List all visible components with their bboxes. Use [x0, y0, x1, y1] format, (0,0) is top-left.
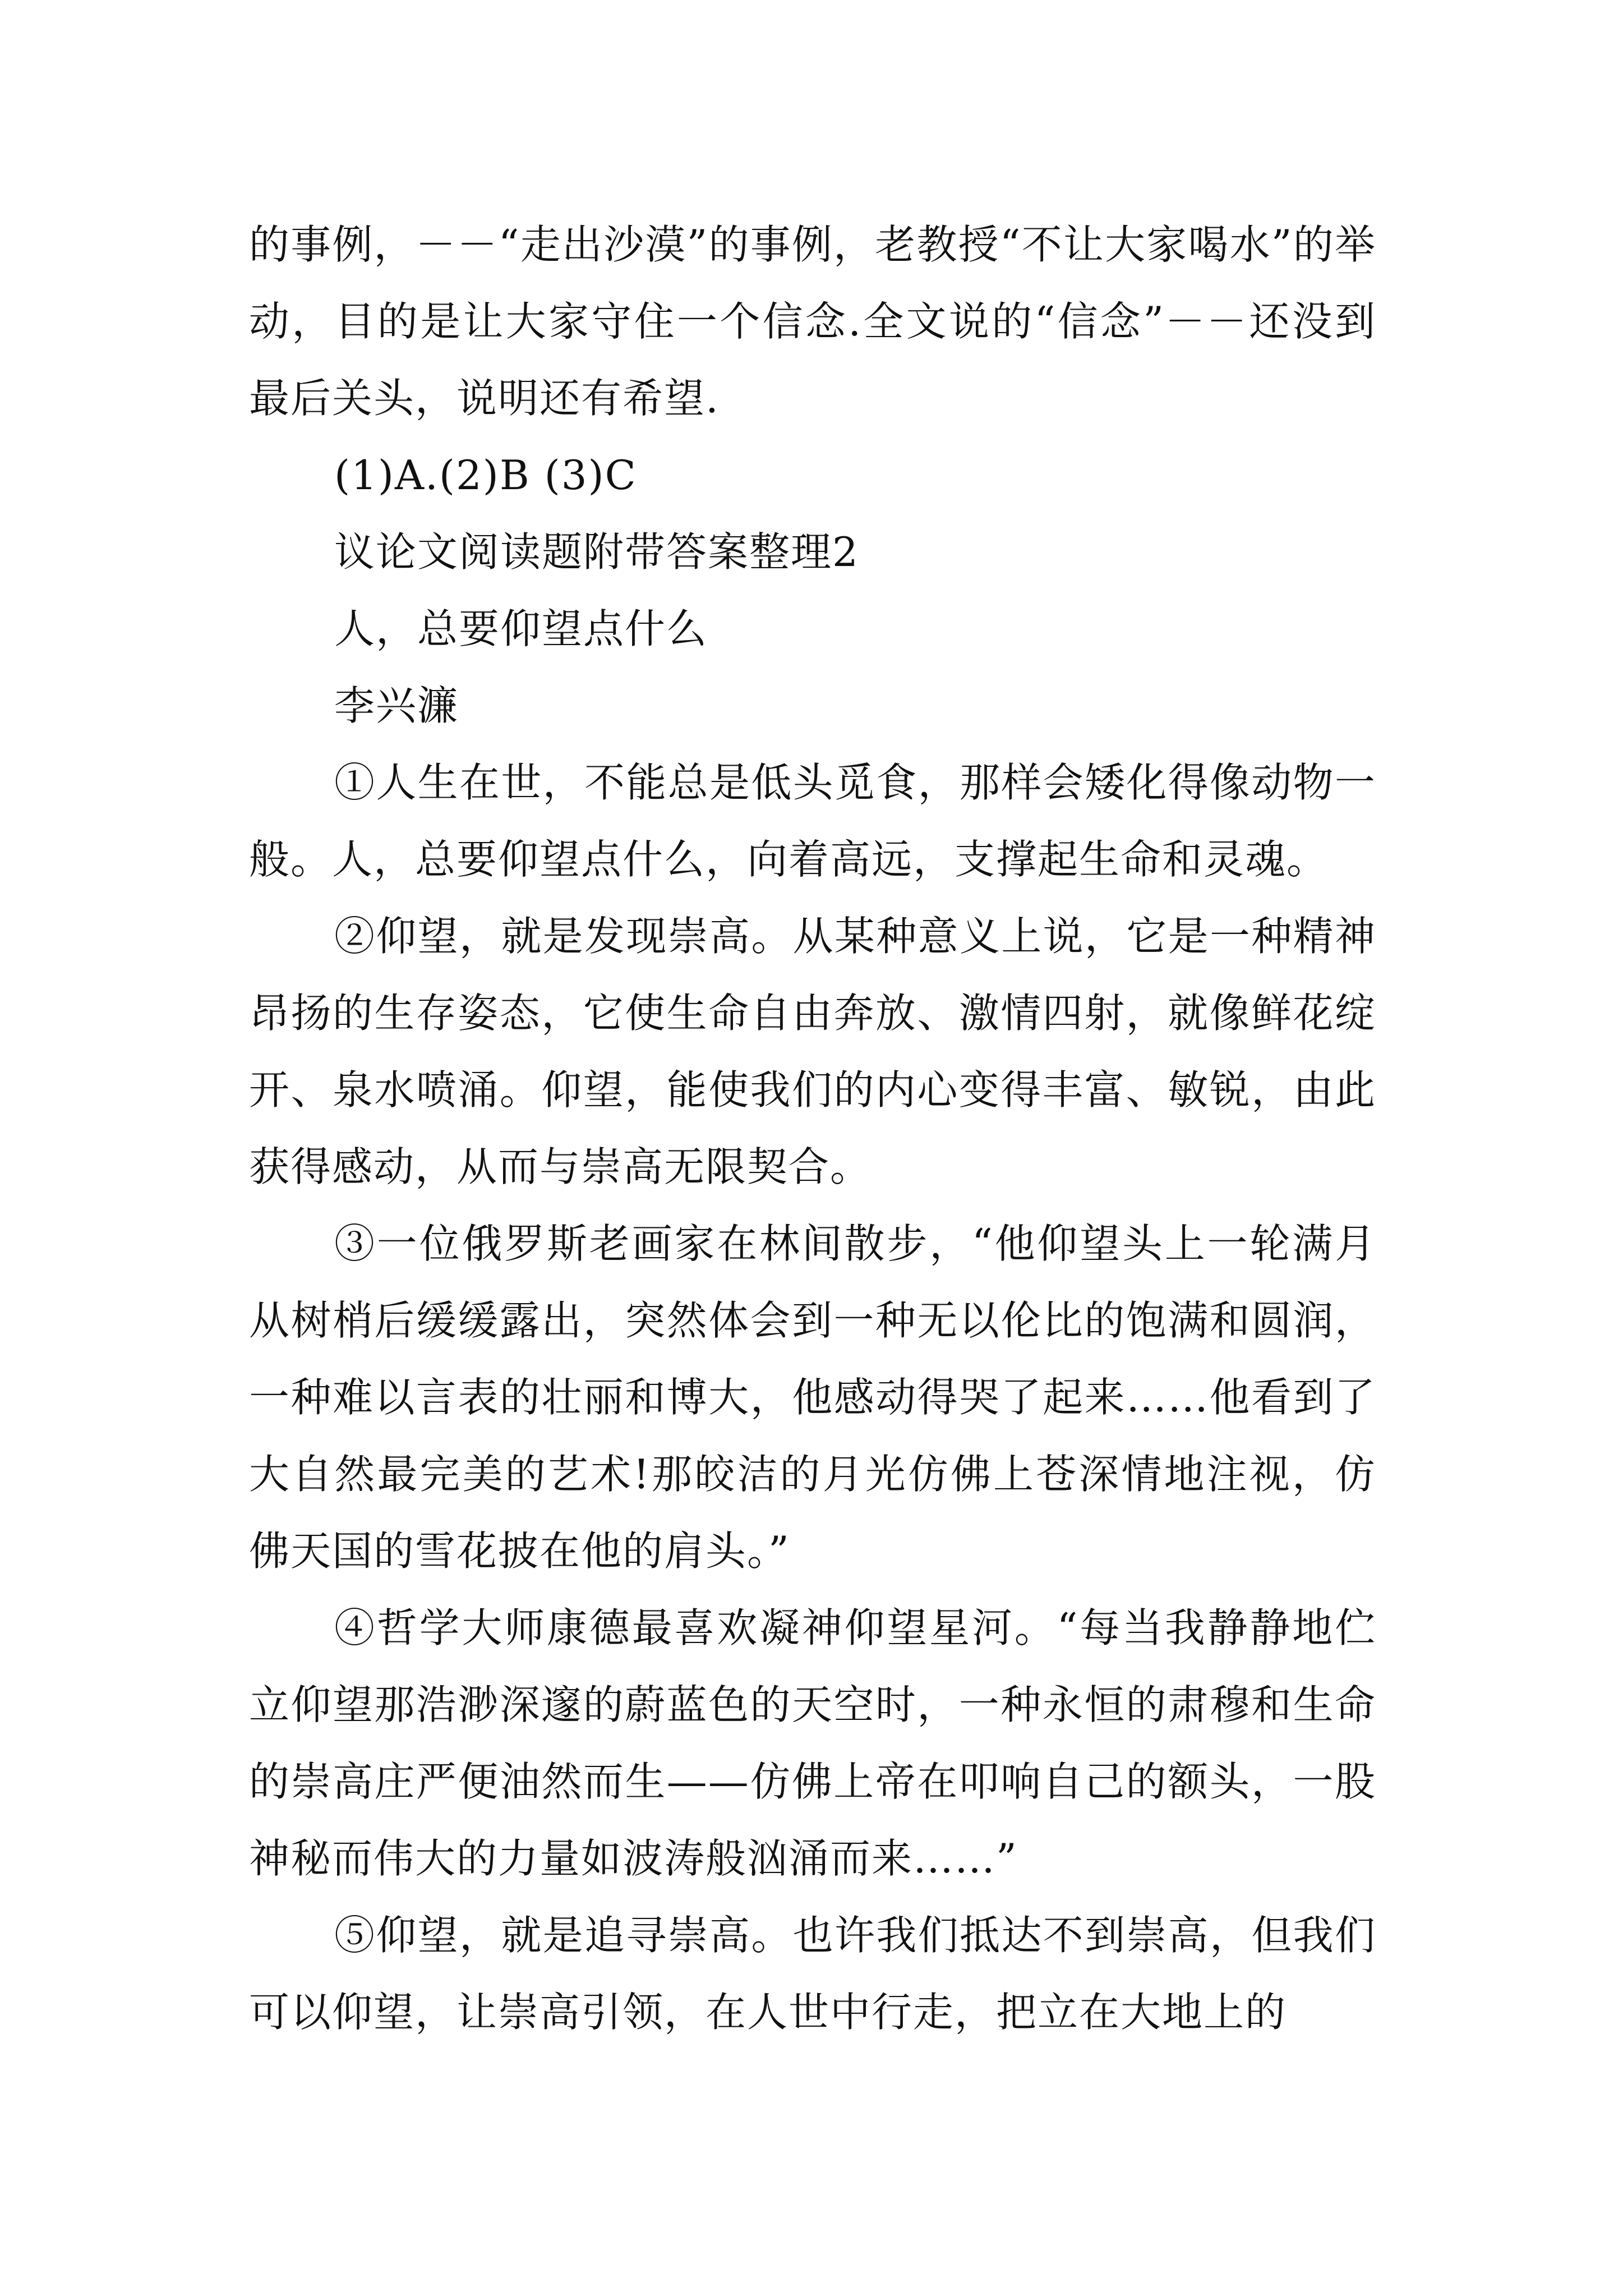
- paragraph-4: ④哲学大师康德最喜欢凝神仰望星河。“每当我静静地伫立仰望那浩渺深邃的蔚蓝色的天空时，一种永恒的肃穆和生命的崇高庄严便油然而生——仿佛上帝在叩响自己的额头，一股神秘而伟大的力量如波涛般汹涌而来……”: [249, 1604, 1376, 1882]
- paragraph-continuation: 的事例，－－“走出沙漠”的事例，老教授“不让大家喝水”的举动，目的是让大家守住一个信念.全文说的“信念”－－还没到最后关头，说明还有希望.: [249, 221, 1376, 422]
- article-author: 李兴濂: [334, 682, 459, 729]
- paragraph-3: ③一位俄罗斯老画家在林间散步，“他仰望头上一轮满月从树梢后缓缓露出，突然体会到一种无以伦比的饱满和圆润，一种难以言表的壮丽和博大，他感动得哭了起来……他看到了大自然最完美的艺术!那皎洁的月光仿佛上苍深情地注视，仿佛天国的雪花披在他的肩头。”: [249, 1220, 1376, 1575]
- paragraph-1: ①人生在世，不能总是低头觅食，那样会矮化得像动物一般。人，总要仰望点什么，向着高远，支撑起生命和灵魂。: [249, 759, 1376, 883]
- section-heading: 议论文阅读题附带答案整理2: [334, 528, 859, 576]
- paragraph-2: ②仰望，就是发现崇高。从某种意义上说，它是一种精神昂扬的生存姿态，它使生命自由奔放、激情四射，就像鲜花绽开、泉水喷涌。仰望，能使我们的内心变得丰富、敏锐，由此获得感动，从而与崇高无限契合。: [249, 913, 1376, 1190]
- answer-line: (1)A.(2)B (3)C: [334, 452, 637, 499]
- document-body: [249, 206, 1376, 2051]
- paragraph-5: ⑤仰望，就是追寻崇高。也许我们抵达不到崇高，但我们可以仰望，让崇高引领，在人世中行走，把立在大地上的: [249, 1912, 1376, 2036]
- article-title: 人，总要仰望点什么: [334, 605, 708, 652]
